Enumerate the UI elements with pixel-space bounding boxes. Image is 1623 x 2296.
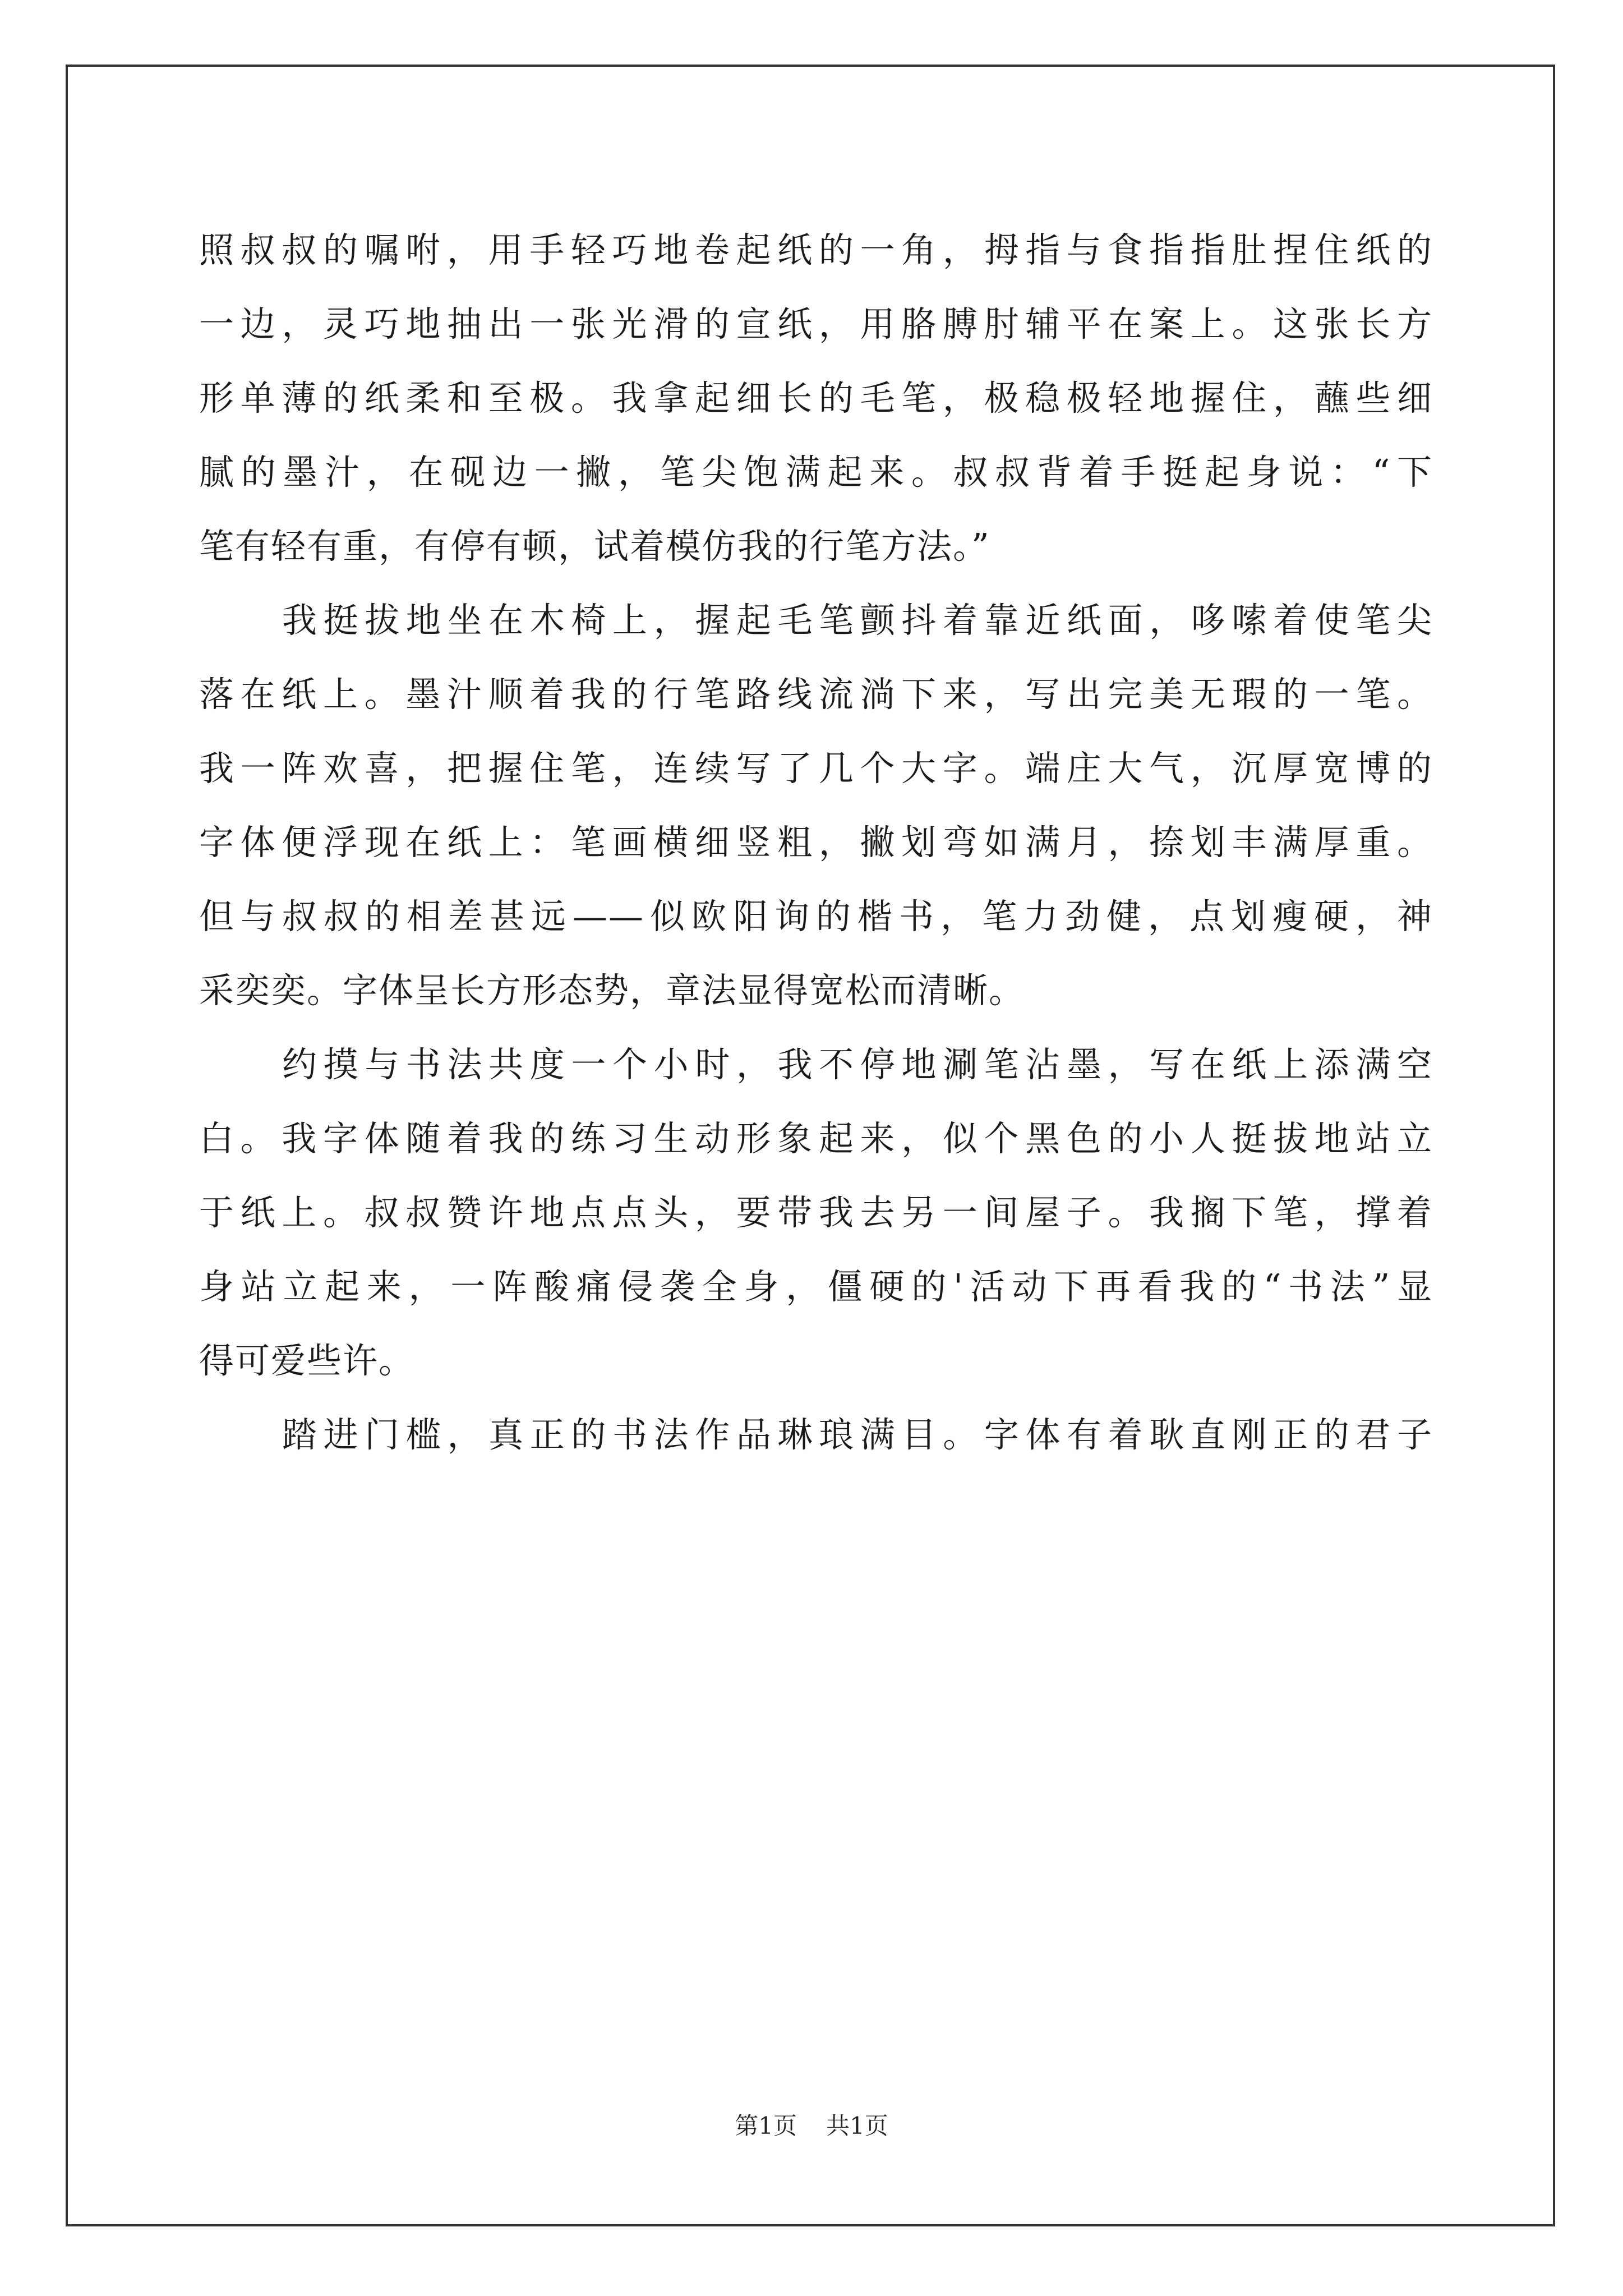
- text-line: 于纸上。叔叔赞许地点点头，要带我去另一间屋子。我搁下笔，撑着: [199, 1192, 1433, 1233]
- text-line: 字体便浮现在纸上：笔画横细竖粗，撇划弯如满月，捺划丰满厚重。: [199, 822, 1433, 863]
- document-body: [199, 213, 1433, 1472]
- text-line: 落在纸上。墨汁顺着我的行笔路线流淌下来，写出完美无瑕的一笔。: [199, 674, 1433, 715]
- paragraph-3: [199, 1028, 1433, 1398]
- text-line: 腻的墨汁，在砚边一撇，笔尖饱满起来。叔叔背着手挺起身说：“下: [199, 452, 1433, 493]
- text-line: 得可爱些许。: [199, 1340, 415, 1381]
- text-line: 约摸与书法共度一个小时，我不停地涮笔沾墨，写在纸上添满空: [282, 1044, 1433, 1085]
- text-line: 我一阵欢喜，把握住笔，连续写了几个大字。端庄大气，沉厚宽博的: [199, 748, 1433, 789]
- text-line: 但与叔叔的相差甚远——似欧阳询的楷书，笔力劲健，点划瘦硬，神: [199, 896, 1433, 937]
- paragraph-4: [199, 1398, 1433, 1472]
- text-line: 形单薄的纸柔和至极。我拿起细长的毛笔，极稳极轻地握住，蘸些细: [199, 378, 1433, 418]
- text-line: 白。我字体随着我的练习生动形象起来，似个黑色的小人挺拔地站立: [199, 1118, 1433, 1159]
- page-number-current: 第1页: [735, 2112, 797, 2139]
- text-line: 一边，灵巧地抽出一张光滑的宣纸，用胳膊肘辅平在案上。这张长方: [199, 303, 1433, 344]
- page-number-total: 共1页: [826, 2112, 888, 2139]
- text-line: 照叔叔的嘱咐，用手轻巧地卷起纸的一角，拇指与食指指肚捏住纸的: [199, 229, 1433, 270]
- paragraph-1: [199, 213, 1433, 583]
- text-line: 笔有轻有重，有停有顿，试着模仿我的行笔方法。”: [199, 526, 990, 567]
- text-line: 我挺拔地坐在木椅上，握起毛笔颤抖着靠近纸面，哆嗦着使笔尖: [282, 600, 1433, 641]
- text-line: 踏进门槛，真正的书法作品琳琅满目。字体有着耿直刚正的君子: [282, 1414, 1433, 1455]
- page-footer: [0, 2109, 1623, 2143]
- paragraph-2: [199, 583, 1433, 1028]
- text-line: 采奕奕。字体呈长方形态势，章法显得宽松而清晰。: [199, 970, 1025, 1011]
- text-line: 身站立起来，一阵酸痛侵袭全身，僵硬的'活动下再看我的“书法”显: [199, 1266, 1433, 1307]
